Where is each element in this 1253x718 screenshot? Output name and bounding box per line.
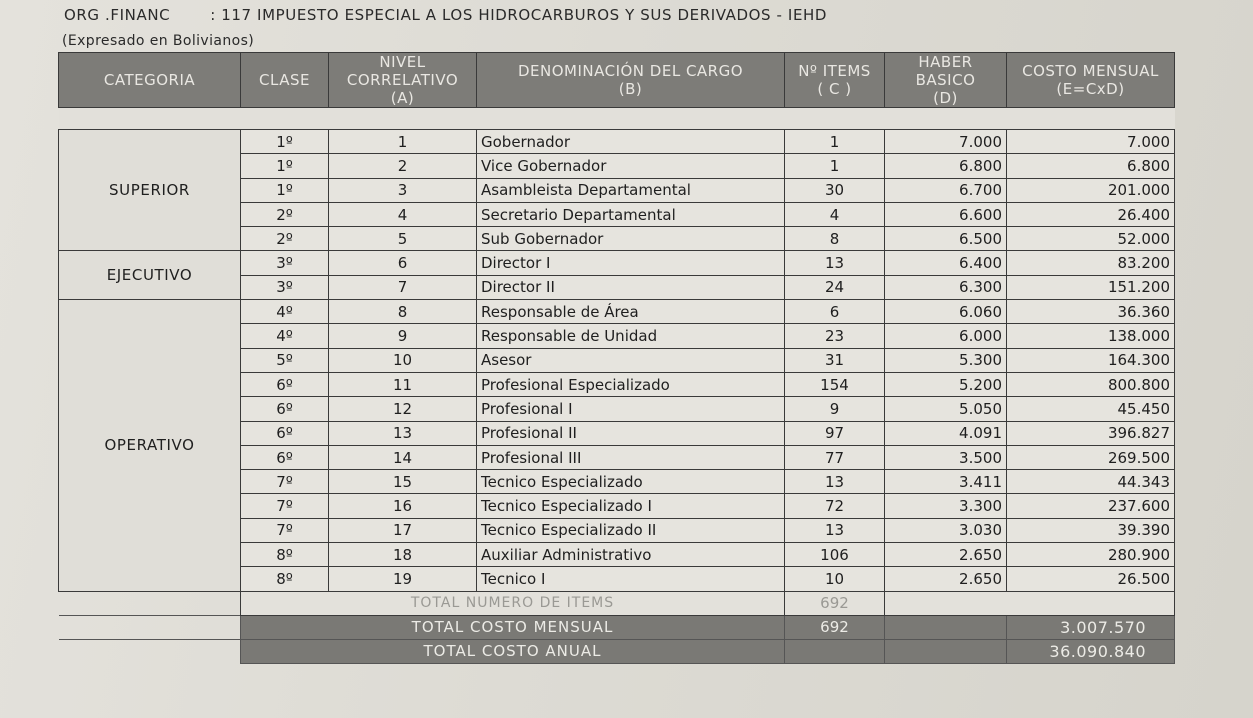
- cell-items: 1: [785, 154, 885, 178]
- table-row: [59, 130, 1175, 154]
- cell-clase: 4º: [241, 324, 329, 348]
- cell-haber: 3.500: [885, 445, 1007, 469]
- cell-clase: 2º: [241, 227, 329, 251]
- cell-nivel: 10: [329, 348, 477, 372]
- cell-items: 106: [785, 543, 885, 567]
- cell-haber: 2.650: [885, 543, 1007, 567]
- cell-haber: 5.300: [885, 348, 1007, 372]
- col-categoria: CATEGORIA: [59, 53, 241, 108]
- cell-costo: 36.360: [1007, 300, 1175, 324]
- cell-haber: 6.060: [885, 300, 1007, 324]
- cell-cargo: Tecnico I: [477, 567, 785, 591]
- cell-items: 97: [785, 421, 885, 445]
- category-operativo: OPERATIVO: [59, 300, 241, 592]
- cell-haber: 3.030: [885, 518, 1007, 542]
- cell-costo: 26.500: [1007, 567, 1175, 591]
- cell-cargo: Asesor: [477, 348, 785, 372]
- cell-clase: 8º: [241, 567, 329, 591]
- cell-costo: 26.400: [1007, 202, 1175, 226]
- cell-cargo: Tecnico Especializado: [477, 470, 785, 494]
- cell-haber: 3.300: [885, 494, 1007, 518]
- cell-costo: 83.200: [1007, 251, 1175, 275]
- cell-clase: 3º: [241, 251, 329, 275]
- cell-items: 4: [785, 202, 885, 226]
- cell-clase: 6º: [241, 445, 329, 469]
- document-title: [64, 6, 827, 24]
- cell-cargo: Profesional Especializado: [477, 372, 785, 396]
- cell-clase: 2º: [241, 202, 329, 226]
- category-superior: SUPERIOR: [59, 130, 241, 251]
- cell-haber: 3.411: [885, 470, 1007, 494]
- cell-clase: 6º: [241, 397, 329, 421]
- cell-nivel: 14: [329, 445, 477, 469]
- cell-clase: 7º: [241, 494, 329, 518]
- cell-haber: 7.000: [885, 130, 1007, 154]
- cell-nivel: 1: [329, 130, 477, 154]
- cell-clase: 3º: [241, 275, 329, 299]
- cell-clase: 1º: [241, 154, 329, 178]
- category-ejecutivo: EJECUTIVO: [59, 251, 241, 300]
- cell-nivel: 6: [329, 251, 477, 275]
- cell-items: 10: [785, 567, 885, 591]
- cell-cargo: Responsable de Área: [477, 300, 785, 324]
- cell-haber: 4.091: [885, 421, 1007, 445]
- cell-clase: 1º: [241, 130, 329, 154]
- cell-costo: 6.800: [1007, 154, 1175, 178]
- cell-nivel: 17: [329, 518, 477, 542]
- cell-cargo: Tecnico Especializado II: [477, 518, 785, 542]
- cell-cargo: Profesional I: [477, 397, 785, 421]
- org-title: : 117 IMPUESTO ESPECIAL A LOS HIDROCARBUROS Y SUS DERIVADOS - IEHD: [210, 6, 828, 24]
- org-label: ORG .FINANC: [64, 6, 171, 24]
- cell-items: 77: [785, 445, 885, 469]
- cell-clase: 6º: [241, 372, 329, 396]
- cell-cargo: Gobernador: [477, 130, 785, 154]
- total-anual-label: TOTAL COSTO ANUAL: [241, 639, 785, 663]
- cell-items: 9: [785, 397, 885, 421]
- col-denominacion: DENOMINACIÓN DEL CARGO (B): [477, 53, 785, 108]
- cell-clase: 4º: [241, 300, 329, 324]
- cell-costo: 164.300: [1007, 348, 1175, 372]
- cell-haber: 5.050: [885, 397, 1007, 421]
- cell-items: 13: [785, 518, 885, 542]
- cell-cargo: Asambleista Departamental: [477, 178, 785, 202]
- total-mensual-items: 692: [785, 615, 885, 639]
- col-items: Nº ITEMS ( C ): [785, 53, 885, 108]
- document-subtitle: (Expresado en Bolivianos): [62, 33, 255, 49]
- table-totals: [59, 591, 1175, 663]
- table-header: [59, 53, 1175, 108]
- total-mensual-value: 3.007.570: [1007, 615, 1175, 639]
- cell-items: 72: [785, 494, 885, 518]
- cell-nivel: 5: [329, 227, 477, 251]
- col-costo: COSTO MENSUAL (E=CxD): [1007, 53, 1175, 108]
- total-items-value: 692: [785, 591, 885, 615]
- cell-cargo: Profesional III: [477, 445, 785, 469]
- cell-items: 31: [785, 348, 885, 372]
- cell-haber: 6.700: [885, 178, 1007, 202]
- cell-haber: 6.000: [885, 324, 1007, 348]
- salary-table: [58, 52, 1175, 664]
- cell-nivel: 19: [329, 567, 477, 591]
- cell-costo: 269.500: [1007, 445, 1175, 469]
- cell-cargo: Profesional II: [477, 421, 785, 445]
- table-body: [59, 108, 1175, 592]
- cell-cargo: Sub Gobernador: [477, 227, 785, 251]
- cell-items: 154: [785, 372, 885, 396]
- cell-nivel: 4: [329, 202, 477, 226]
- cell-haber: 6.800: [885, 154, 1007, 178]
- cell-nivel: 3: [329, 178, 477, 202]
- cell-items: 1: [785, 130, 885, 154]
- cell-clase: 7º: [241, 518, 329, 542]
- cell-items: 30: [785, 178, 885, 202]
- cell-nivel: 2: [329, 154, 477, 178]
- cell-nivel: 12: [329, 397, 477, 421]
- cell-nivel: 15: [329, 470, 477, 494]
- cell-cargo: Secretario Departamental: [477, 202, 785, 226]
- cell-clase: 1º: [241, 178, 329, 202]
- cell-costo: 800.800: [1007, 372, 1175, 396]
- total-mensual-label: TOTAL COSTO MENSUAL: [241, 615, 785, 639]
- total-anual-value: 36.090.840: [1007, 639, 1175, 663]
- cell-nivel: 7: [329, 275, 477, 299]
- cell-costo: 237.600: [1007, 494, 1175, 518]
- cell-clase: 8º: [241, 543, 329, 567]
- table-row: [59, 251, 1175, 275]
- cell-clase: 5º: [241, 348, 329, 372]
- cell-haber: 6.300: [885, 275, 1007, 299]
- cell-nivel: 13: [329, 421, 477, 445]
- cell-cargo: Tecnico Especializado I: [477, 494, 785, 518]
- col-nivel: NIVEL CORRELATIVO (A): [329, 53, 477, 108]
- cell-costo: 151.200: [1007, 275, 1175, 299]
- cell-clase: 6º: [241, 421, 329, 445]
- table-row: [59, 300, 1175, 324]
- cell-items: 13: [785, 470, 885, 494]
- cell-nivel: 18: [329, 543, 477, 567]
- cell-nivel: 11: [329, 372, 477, 396]
- cell-cargo: Responsable de Unidad: [477, 324, 785, 348]
- col-haber: HABER BASICO (D): [885, 53, 1007, 108]
- cell-items: 23: [785, 324, 885, 348]
- cell-costo: 45.450: [1007, 397, 1175, 421]
- cell-haber: 5.200: [885, 372, 1007, 396]
- cell-haber: 6.600: [885, 202, 1007, 226]
- cell-nivel: 16: [329, 494, 477, 518]
- cell-items: 24: [785, 275, 885, 299]
- col-clase: CLASE: [241, 53, 329, 108]
- cell-cargo: Director II: [477, 275, 785, 299]
- cell-cargo: Vice Gobernador: [477, 154, 785, 178]
- cell-costo: 7.000: [1007, 130, 1175, 154]
- cell-haber: 6.400: [885, 251, 1007, 275]
- cell-costo: 396.827: [1007, 421, 1175, 445]
- cell-haber: 2.650: [885, 567, 1007, 591]
- cell-cargo: Director I: [477, 251, 785, 275]
- cell-costo: 201.000: [1007, 178, 1175, 202]
- cell-items: 13: [785, 251, 885, 275]
- cell-haber: 6.500: [885, 227, 1007, 251]
- cell-costo: 138.000: [1007, 324, 1175, 348]
- cell-nivel: 8: [329, 300, 477, 324]
- cell-nivel: 9: [329, 324, 477, 348]
- cell-items: 8: [785, 227, 885, 251]
- cell-costo: 44.343: [1007, 470, 1175, 494]
- cell-cargo: Auxiliar Administrativo: [477, 543, 785, 567]
- cell-costo: 280.900: [1007, 543, 1175, 567]
- cell-clase: 7º: [241, 470, 329, 494]
- cell-costo: 39.390: [1007, 518, 1175, 542]
- cell-items: 6: [785, 300, 885, 324]
- total-items-label: TOTAL NUMERO DE ITEMS: [241, 591, 785, 615]
- cell-costo: 52.000: [1007, 227, 1175, 251]
